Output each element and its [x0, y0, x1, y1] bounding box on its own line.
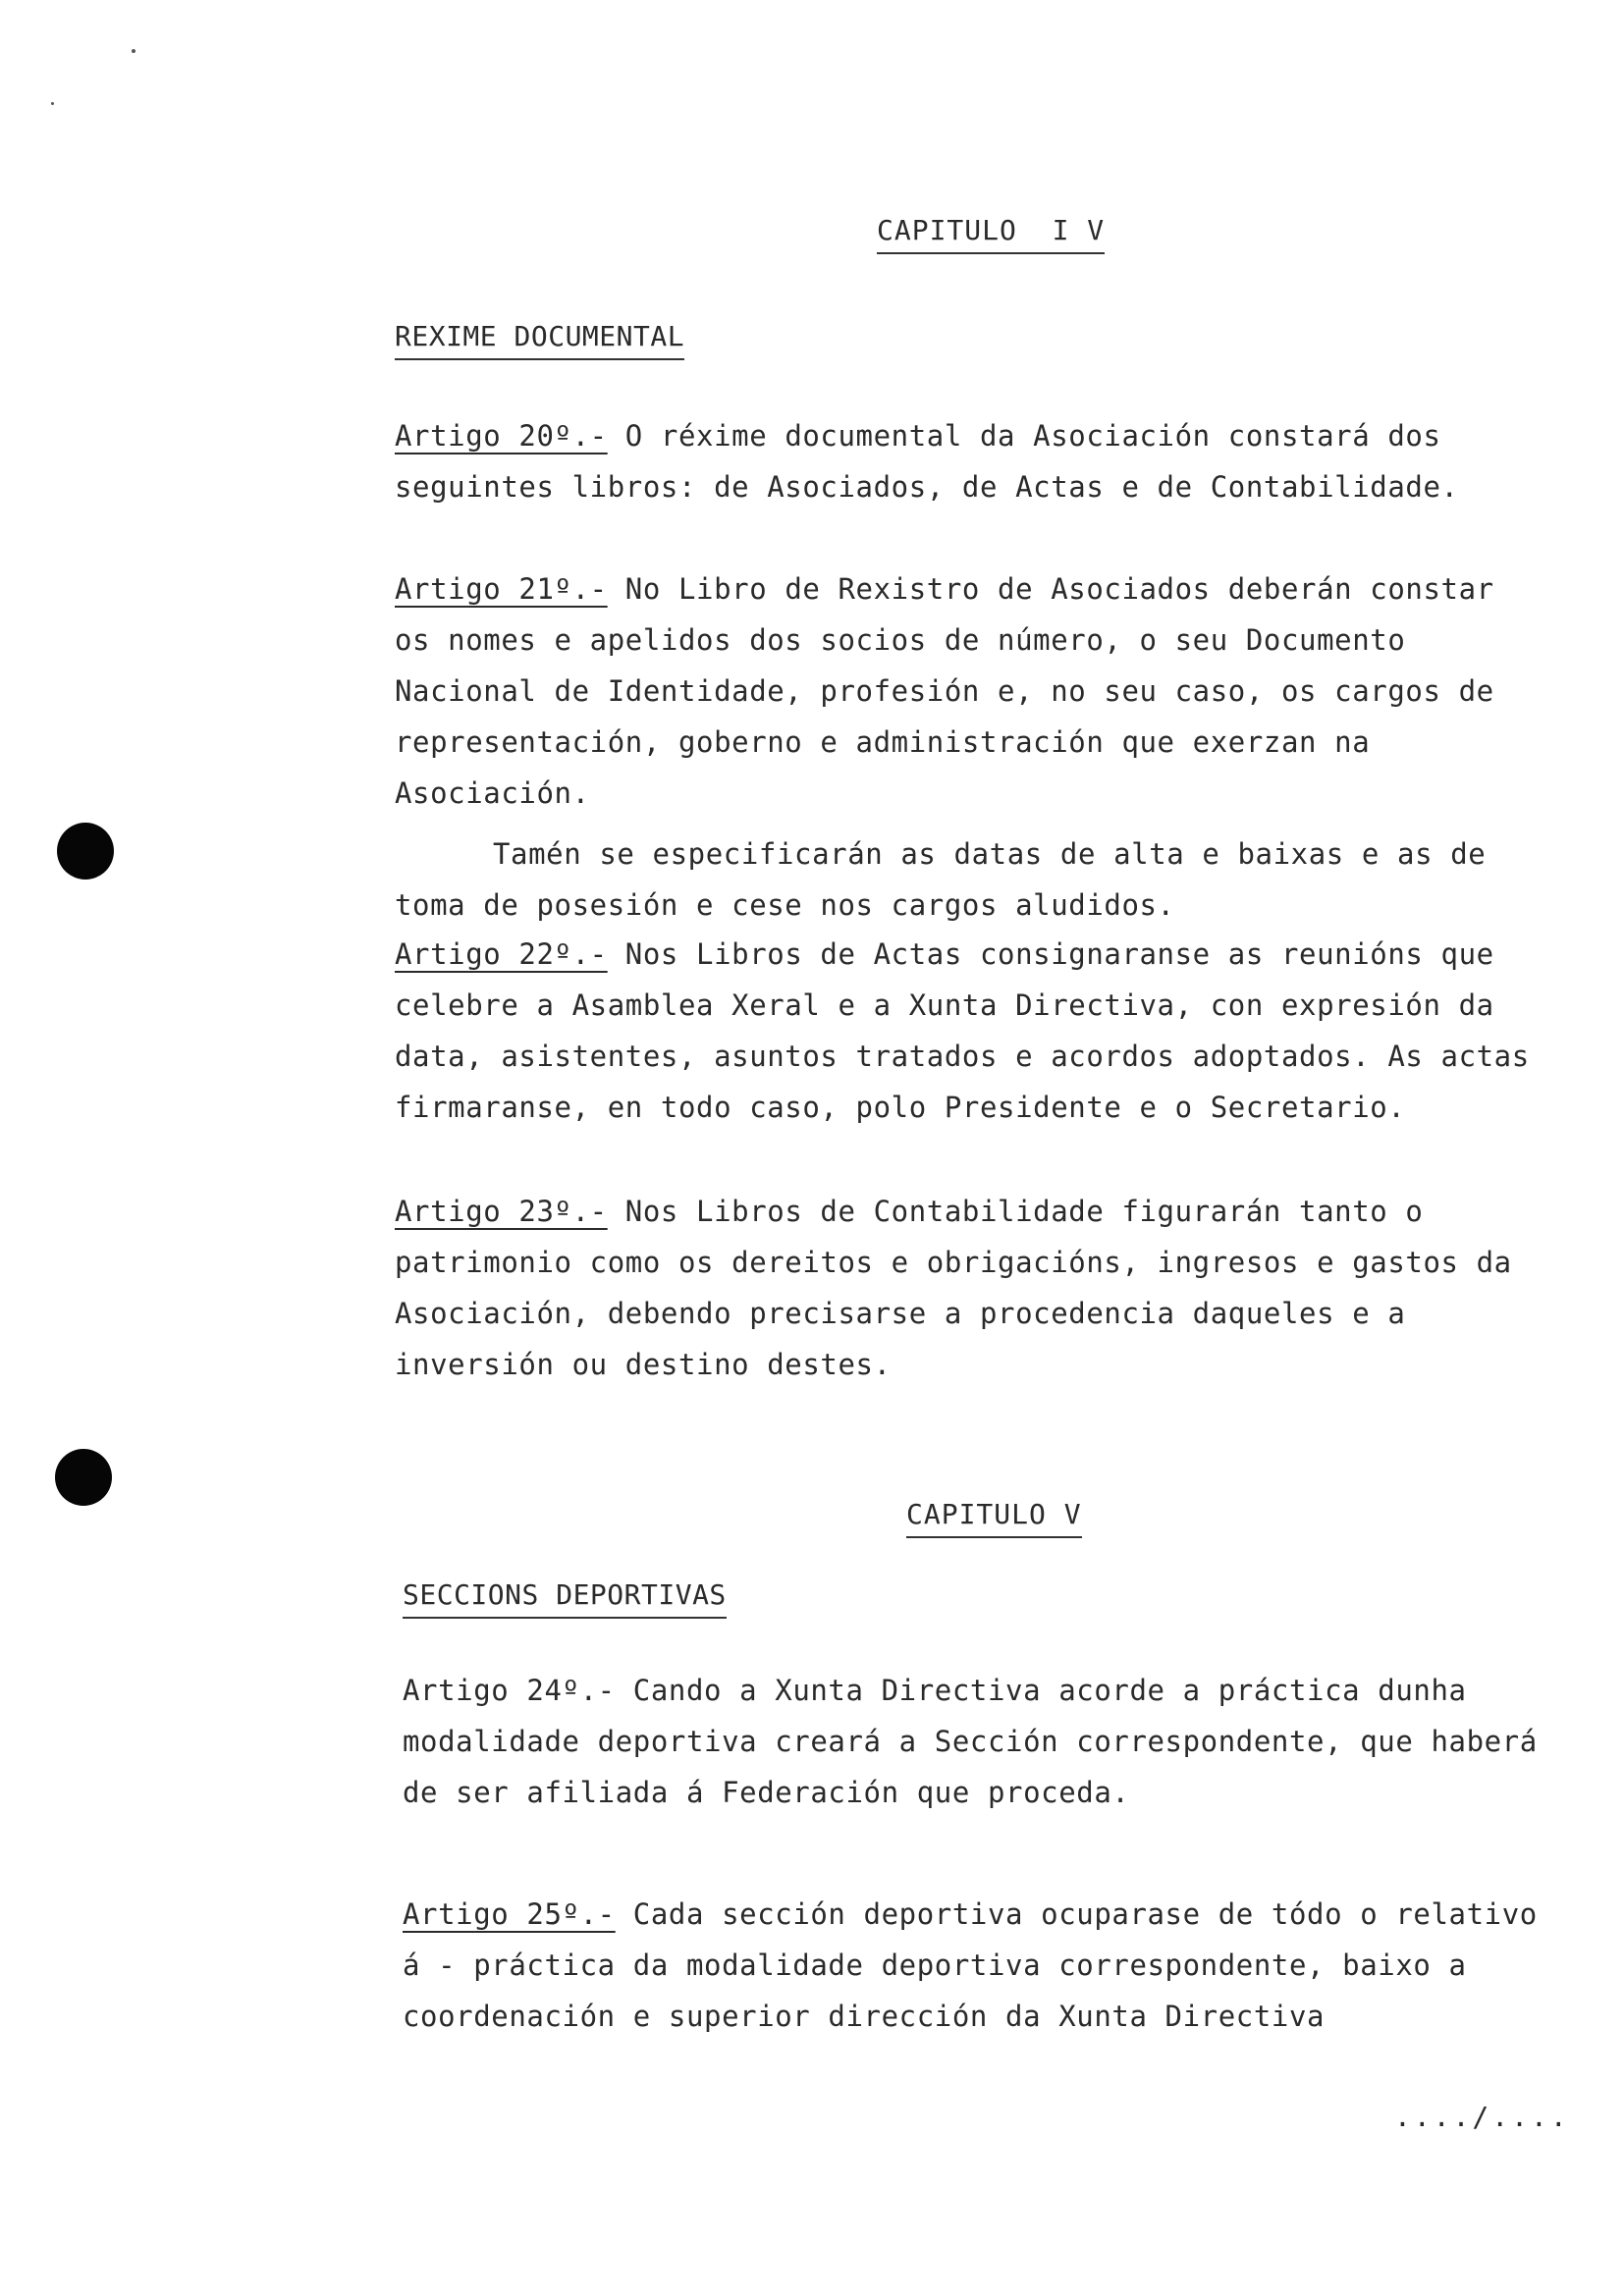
punch-hole-bottom	[55, 1449, 112, 1506]
chapter-iv-title: CAPITULO I V	[877, 214, 1105, 254]
article-label: Artigo 20º.-	[395, 419, 608, 453]
article-label: Artigo 23º.-	[395, 1195, 608, 1228]
article-text: Cando a Xunta Directiva acorde a práctica dunha modalidade deportiva creará a Sección correspondente, que haberá de ser afiliada á Federación que proceda.	[403, 1674, 1538, 1809]
article-label: Artigo 21º.-	[395, 572, 608, 606]
article-label: Artigo 24º.-	[403, 1674, 616, 1707]
section-title-seccions-deportivas: SECCIONS DEPORTIVAS	[403, 1578, 727, 1619]
article-text: Nos Libros de Contabilidade figurarán tanto o patrimonio como os dereitos e obrigacións, ingresos e gastos da Asociación, debendo precisarse a procedencia daqueles e a inversión ou destino destes.	[395, 1195, 1512, 1381]
punch-hole-top	[57, 823, 114, 880]
article-25	[403, 1889, 1551, 2042]
chapter-v-title: CAPITULO V	[906, 1498, 1082, 1538]
continuation-mark: ..../....	[1394, 2101, 1570, 2133]
article-text: Nos Libros de Actas consignaranse as reunións que celebre a Asamblea Xeral e a Xunta Directiva, con expresión da data, asistentes, asuntos tratados e acordos adoptados. As actas firmaranse, en todo caso, polo Presidente e o Secretario.	[395, 937, 1530, 1124]
scan-speck	[51, 102, 54, 105]
section-title-rexime-documental: REXIME DOCUMENTAL	[395, 320, 684, 360]
article-text: No Libro de Rexistro de Asociados deberán constar os nomes e apelidos dos socios de número, o seu Documento Nacional de Identidade, profesión e, no seu caso, os cargos de representación, goberno e administración que exerzan na Asociación.	[395, 572, 1494, 810]
article-text: Cada sección deportiva ocuparase de tódo o relativo á - práctica da modalidade deportiva correspondente, baixo a coordenación e superior dirección da Xunta Directiva	[403, 1897, 1538, 2033]
article-20	[395, 410, 1543, 512]
article-text-continued: Tamén se especificarán as datas de alta e baixas e as de toma de posesión e cese nos cargos aludidos.	[395, 837, 1487, 922]
article-23	[395, 1186, 1543, 1390]
scan-speck	[132, 49, 135, 53]
article-text: O réxime documental da Asociación constará dos seguintes libros: de Asociados, de Actas e de Contabilidade.	[395, 419, 1459, 504]
article-24	[403, 1665, 1551, 1818]
article-21	[395, 563, 1543, 931]
article-label: Artigo 22º.-	[395, 937, 608, 971]
article-22	[395, 929, 1543, 1133]
article-label: Artigo 25º.-	[403, 1897, 616, 1931]
